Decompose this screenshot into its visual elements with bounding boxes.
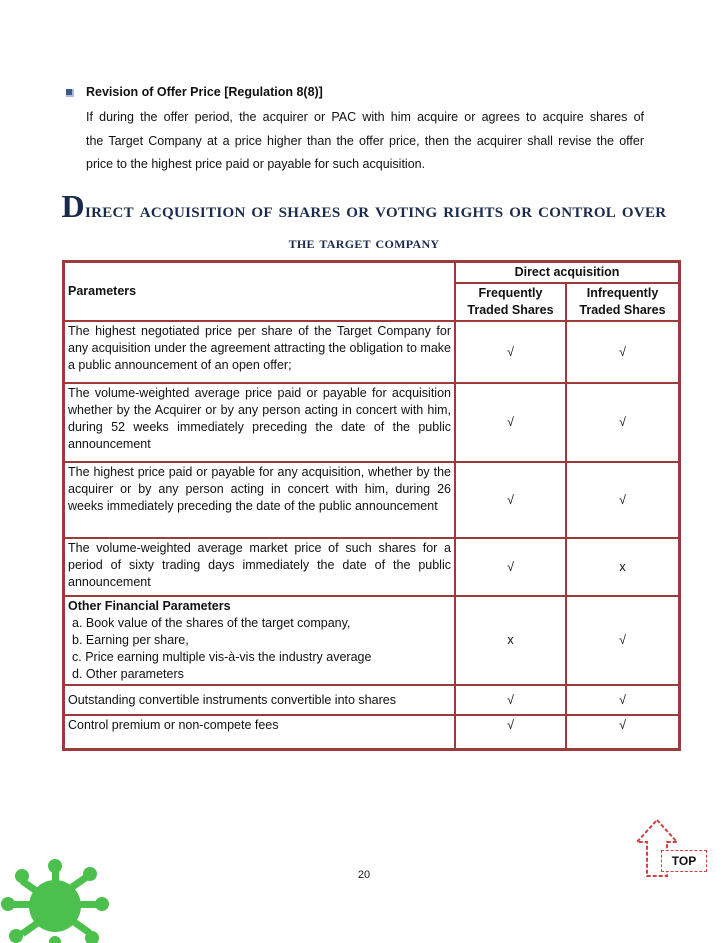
header-frequently-traded: Frequently Traded Shares [455,283,566,321]
table-cell-frequent: √ [455,715,566,749]
other-param-item: c. Price earning multiple vis-à-vis the industry average [72,650,372,664]
other-param-item: b. Earning per share, [72,633,189,647]
other-param-item: a. Book value of the shares of the target company, [72,616,351,630]
table-row-param: The volume-weighted average market price of such shares for a period of sixty trading days immediately the date of the public announcement [64,538,455,596]
table-row-param: Control premium or non-compete fees [64,715,455,749]
other-param-item: d. Other parameters [72,667,184,681]
revision-line: price to the highest price paid or payable for such acquisition. [86,157,426,171]
table-row-other-params [64,596,455,685]
section-heading-line1 [0,188,728,225]
bullet-icon [66,89,74,97]
table-cell-infrequent: √ [566,596,679,685]
table-cell-infrequent: √ [566,715,679,749]
table-row-param: The highest price paid or payable for any acquisition, whether by the acquirer or by any person acting in concert with him, during 26 weeks immediately preceding the date of the public announcement [64,462,455,538]
table-cell-frequent: x [455,596,566,685]
other-params-title: Other Financial Parameters [68,599,231,613]
logo-icon [0,858,110,943]
table-cell-frequent: √ [455,321,566,383]
header-direct-acquisition: Direct acquisition [455,262,679,283]
pricing-parameters-table [62,260,681,751]
table-cell-frequent: √ [455,383,566,462]
revision-title: Revision of Offer Price [Regulation 8(8)] [86,85,323,99]
page-number: 20 [357,869,371,881]
table-cell-frequent: √ [455,538,566,596]
table-cell-infrequent: x [566,538,679,596]
revision-line: If during the offer period, the acquirer or PAC with him acquire or agrees to acquire shares of [86,110,644,124]
table-cell-infrequent: √ [566,685,679,715]
table-cell-infrequent: √ [566,383,679,462]
table-cell-frequent: √ [455,462,566,538]
table-row-param: The volume-weighted average price paid or payable for acquisition whether by the Acquirer or by any person acting in concert with him, during 52 weeks immediately preceding the date of the public announcement [64,383,455,462]
table-cell-infrequent: √ [566,321,679,383]
table-cell-infrequent: √ [566,462,679,538]
heading-rest: irect acquisition of shares or voting rights or control over [84,197,667,222]
section-heading-line2: the target company [288,233,440,252]
header-parameters: Parameters [64,262,455,321]
table-row-param: The highest negotiated price per share of the Target Company for any acquisition under the agreement attracting the obligation to make a public announcement of an open offer; [64,321,455,383]
heading-initial: D [61,188,85,224]
header-infrequently-traded: Infrequently Traded Shares [566,283,679,321]
revision-line: the Target Company at a price higher than the offer price, then the acquirer shall revise the offer [86,133,644,148]
top-button[interactable]: TOP [661,850,707,872]
revision-body [86,106,644,177]
table-row-param: Outstanding convertible instruments convertible into shares [64,685,455,715]
table-cell-frequent: √ [455,685,566,715]
